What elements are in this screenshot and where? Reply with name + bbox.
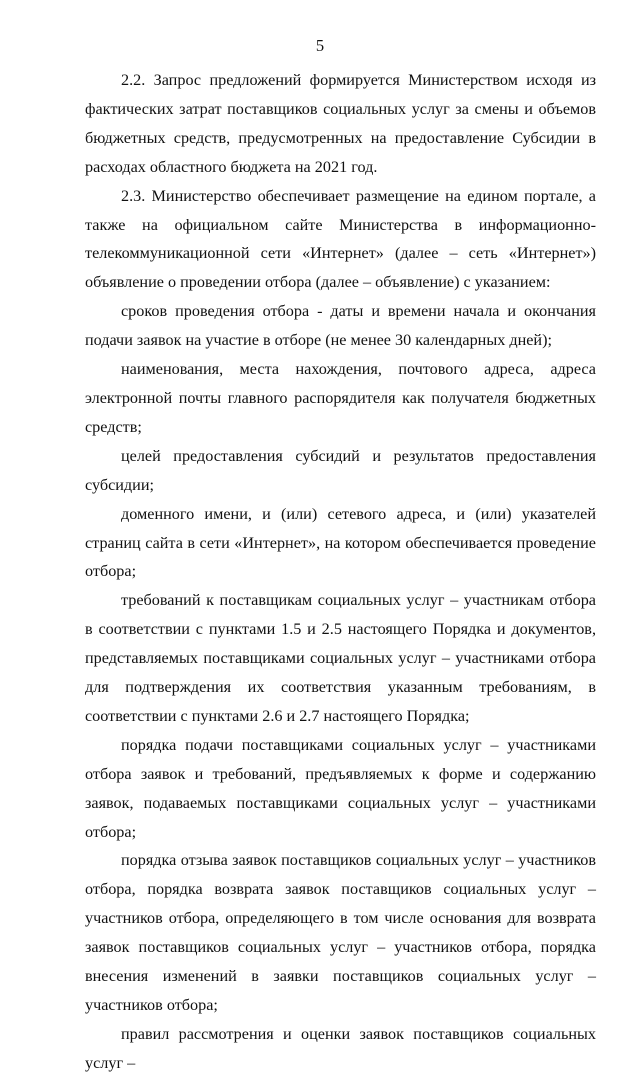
paragraph-2-3: 2.3. Министерство обеспечивает размещение на едином портале, а также на официальном сайте Министерства в информационно-телекоммуникационной сети «Интернет» (далее – сеть «Интернет») объявление о проведении отбора (далее – объявление) с указанием:	[85, 186, 596, 292]
document-body	[85, 66, 596, 1078]
list-item-deadlines: сроков проведения отбора - даты и времени начала и окончания подачи заявок на участие в отборе (не менее 30 календарных дней);	[85, 302, 596, 350]
paragraph-2-2: 2.2. Запрос предложений формируется Министерством исходя из фактических затрат поставщиков социальных услуг за смены и объемов бюджетных средств, предусмотренных на предоставление Субсидии в расходах областного бюджета на 2021 год.	[85, 71, 596, 176]
page-number: 5	[315, 36, 325, 55]
list-item-requirements: требований к поставщикам социальных услуг – участникам отбора в соответствии с пунктами 1.5 и 2.5 настоящего Порядка и документов, представляемых поставщиками социальных услуг – участниками отбора для подтверждения их соответствия указанным требованиям, в соответствии с пунктами 2.6 и 2.7 настоящего Порядка;	[85, 591, 596, 725]
list-item-goals: целей предоставления субсидий и результатов предоставления субсидии;	[85, 446, 596, 494]
list-item-withdrawal-order: порядка отзыва заявок поставщиков социальных услуг – участников отбора, порядка возврата заявок поставщиков социальных услуг – участников отбора, определяющего в том числе основания для возврата заявок поставщиков социальных услуг – участников отбора, порядка внесения изменений в заявки поставщиков социальных услуг – участников отбора;	[85, 851, 596, 1014]
list-item-name-address: наименования, места нахождения, почтового адреса, адреса электронной почты главного распорядителя как получателя бюджетных средств;	[85, 360, 596, 436]
list-item-review-rules: правил рассмотрения и оценки заявок поставщиков социальных услуг –	[85, 1024, 596, 1072]
list-item-domain: доменного имени, и (или) сетевого адреса, и (или) указателей страниц сайта в сети «Интернет», на котором обеспечивается проведение отбора;	[85, 504, 596, 581]
list-item-submission-order: порядка подачи поставщиками социальных услуг – участниками отбора заявок и требований, предъявляемых к форме и содержанию заявок, подаваемых поставщиками социальных услуг – участниками отбора;	[85, 735, 596, 841]
